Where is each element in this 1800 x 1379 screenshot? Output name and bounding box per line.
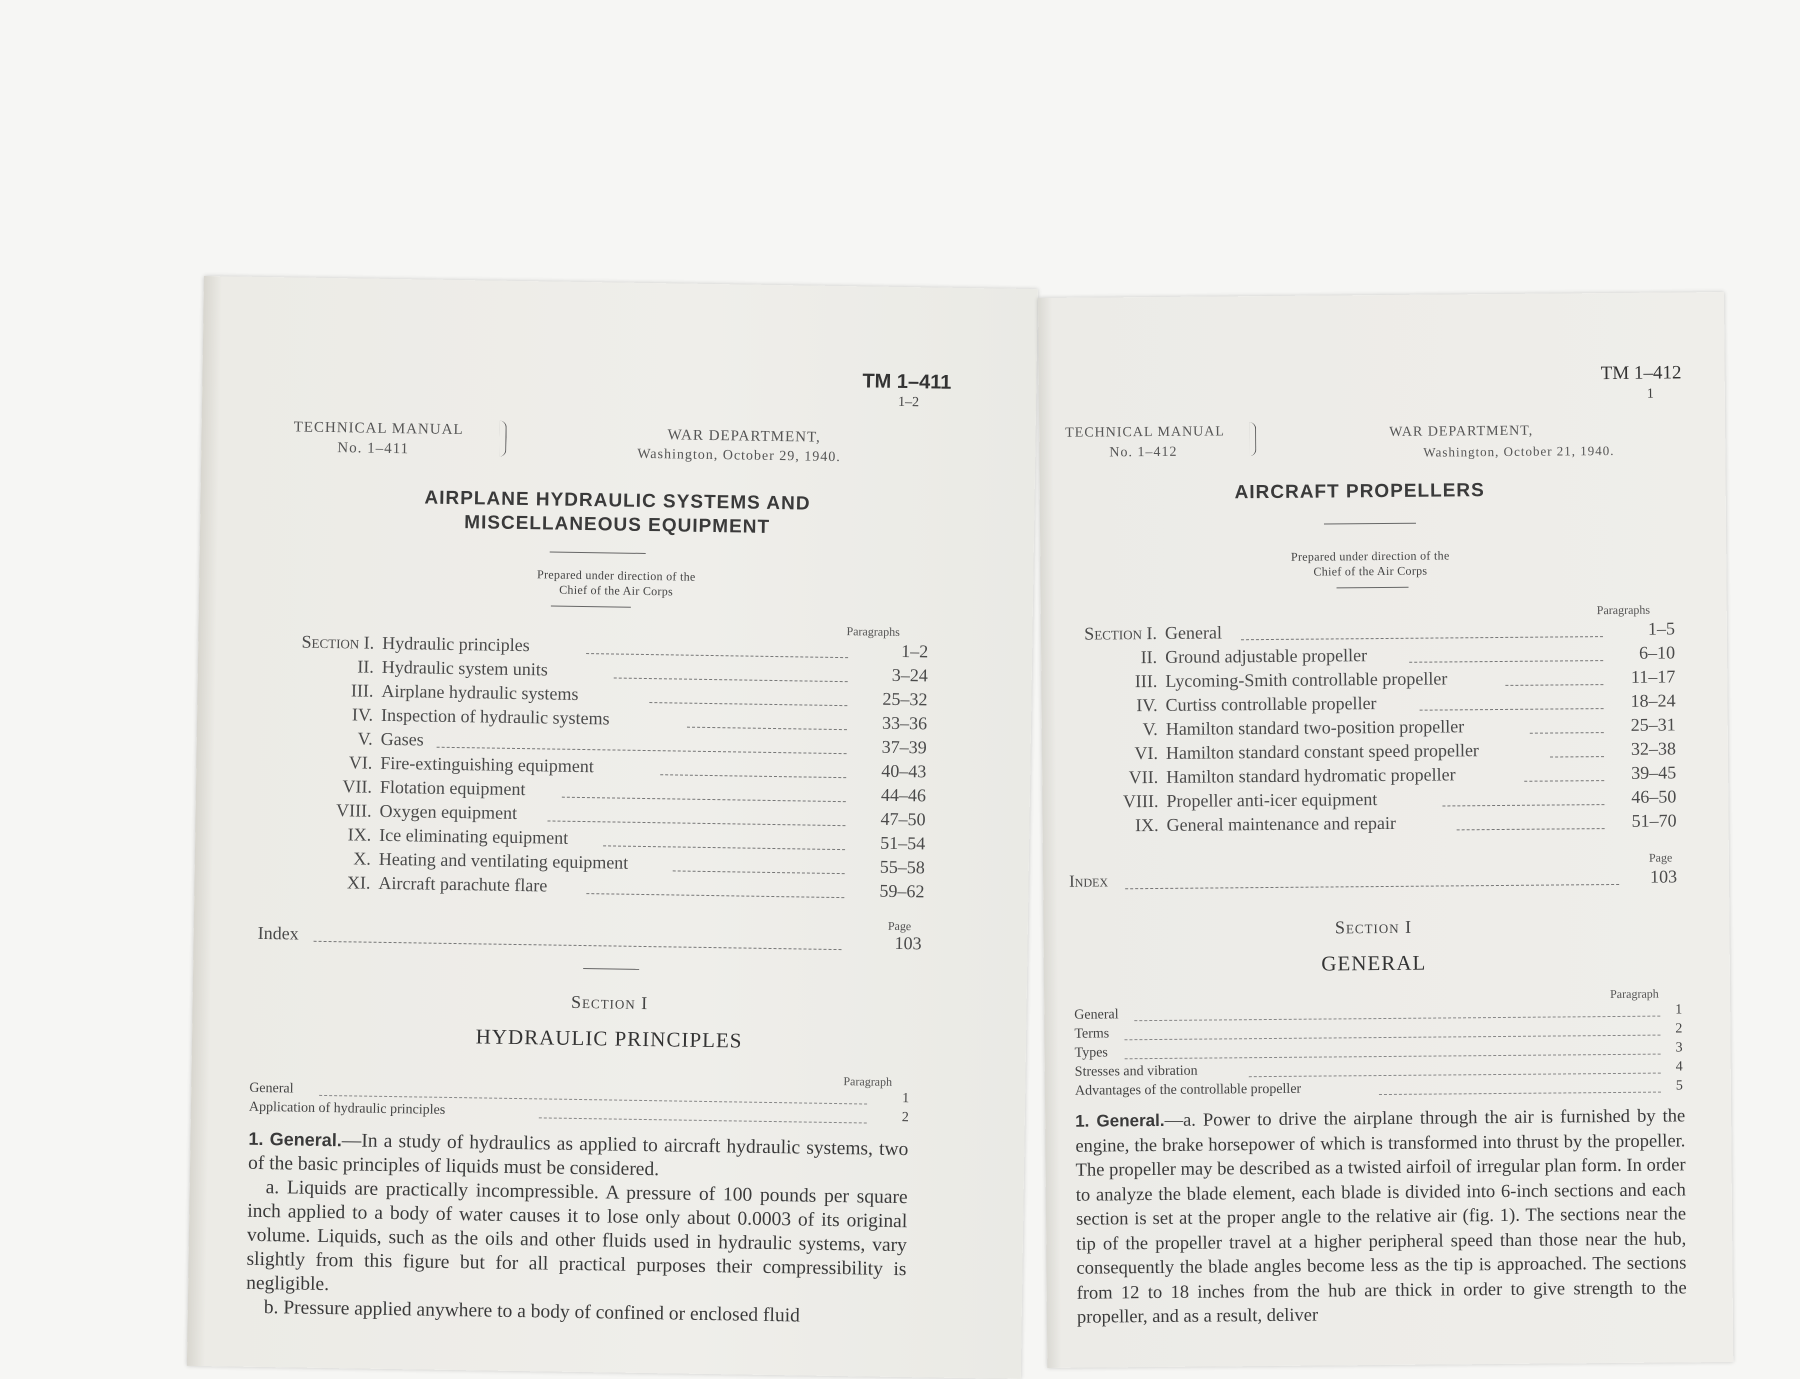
section-item-number: 1 [902, 1091, 910, 1107]
toc-range: 25–31 [1630, 714, 1676, 735]
section-title: HYDRAULIC PRINCIPLES [475, 1024, 743, 1053]
toc-label: Hamilton standard constant speed propeller [1165, 740, 1479, 763]
section-item-number: 2 [1675, 1021, 1683, 1037]
tm-page-number: 1–2 [897, 394, 920, 411]
brace [499, 421, 507, 457]
section-item [1075, 1078, 1683, 1102]
toc-range: 3–24 [891, 664, 928, 686]
toc-section-number: X. [353, 848, 372, 869]
section-item-number: 4 [1675, 1059, 1683, 1075]
toc-section-number: VII. [1128, 766, 1159, 788]
department: WAR DEPARTMENT, [667, 427, 821, 446]
toc-section-number: VI. [348, 752, 373, 773]
paragraph-a: a. Liquids are practically incompressible. A pressure of 100 pounds per square inch applied to a body of water causes it to lose only about 0.0003 of its original volume. Liquids, such as the oils and other fluids used in hydraulic systems, vary slightly from this figure but for all practical purposes their compressibility is negligible. [246, 1177, 908, 1296]
toc-section-number: III. [1134, 670, 1158, 692]
paragraph-label: Paragraph [843, 1074, 893, 1089]
toc-range: 1–5 [1647, 618, 1675, 639]
index-row [257, 923, 923, 957]
section-item-label: Terms [1074, 1026, 1110, 1042]
toc-range: 6–10 [1639, 642, 1676, 663]
section-item-number: 1 [1675, 1002, 1683, 1018]
toc-range: 44–46 [880, 784, 927, 806]
toc-label: Inspection of hydraulic systems [380, 704, 610, 729]
toc-row [1067, 810, 1677, 839]
toc-range: 1–2 [901, 640, 929, 662]
toc-range: 46–50 [1631, 786, 1677, 807]
section-contents [1074, 1002, 1683, 1102]
divider [583, 968, 639, 970]
toc-range: 59–62 [879, 880, 925, 902]
prepared-line-2: Chief of the Air Corps [1313, 563, 1428, 579]
toc-section-number: II. [1140, 646, 1158, 668]
divider [551, 605, 631, 607]
index-label: Index [1069, 871, 1109, 891]
toc-section-number: VII. [342, 776, 373, 797]
toc-section-number: VIII. [335, 800, 372, 821]
toc-label: Ground adjustable propeller [1165, 645, 1368, 667]
index-label: Index [257, 922, 299, 944]
place-date: Washington, October 29, 1940. [637, 446, 841, 466]
toc-section-number: IV. [1136, 694, 1158, 716]
toc-label: Hamilton standard two-position propeller [1165, 716, 1465, 739]
toc-label: Curtiss controllable propeller [1165, 693, 1377, 715]
toc-label: Heating and ventilating equipment [378, 848, 629, 873]
toc-label: Propeller anti-icer equipment [1166, 789, 1378, 811]
section-heading: Section I [1334, 916, 1413, 938]
section-item-number: 2 [901, 1110, 909, 1126]
toc-section-number: VI. [1134, 742, 1159, 764]
tm-page-number: 1 [1646, 386, 1654, 402]
brace [1249, 422, 1256, 456]
divider [550, 551, 646, 554]
manual-number: No. 1–411 [337, 440, 410, 458]
table-of-contents [264, 631, 928, 905]
prepared-line-1: Prepared under direction of the [536, 567, 696, 584]
toc-section-number: V. [1142, 718, 1158, 740]
section-item-label: General [1074, 1007, 1119, 1023]
body-text [246, 1127, 909, 1330]
section-heading: Section I [570, 991, 649, 1014]
divider [1324, 523, 1416, 525]
toc-range: 51–54 [880, 832, 926, 854]
toc-label: Gases [380, 728, 424, 750]
toc-section-number: XI. [346, 872, 371, 893]
page-label: Page [887, 918, 912, 934]
left-page [187, 276, 1038, 1379]
toc-range: 32–38 [1630, 738, 1677, 759]
tm-number: TM 1–412 [1600, 362, 1682, 385]
document-title-line-1: AIRPLANE HYDRAULIC SYSTEMS AND [424, 487, 811, 515]
toc-range: 51–70 [1631, 810, 1677, 831]
manual-number: No. 1–412 [1109, 444, 1178, 461]
toc-section-number: VIII. [1122, 790, 1159, 812]
section-item-number: 3 [1675, 1040, 1683, 1056]
toc-range: 55–58 [879, 856, 925, 878]
prepared-line-2: Chief of the Air Corps [559, 582, 674, 599]
section-item-label: General [249, 1080, 294, 1097]
toc-range: 40–43 [881, 760, 927, 782]
paragraph-lead: 1. General. [1075, 1110, 1165, 1131]
toc-section-number: IX. [1135, 814, 1159, 836]
toc-section-number: V. [357, 728, 373, 749]
tm-number: TM 1–411 [862, 370, 952, 394]
section-item-label: Types [1074, 1045, 1108, 1061]
index-row [1069, 866, 1677, 895]
document-title: AIRCRAFT PROPELLERS [1234, 480, 1485, 504]
page-label: Page [1648, 850, 1673, 865]
manual-label: TECHNICAL MANUAL [293, 419, 464, 439]
toc-label: Oxygen equipment [379, 800, 518, 823]
paragraph-text: —a. Power to drive the airplane through the air is furnished by the engine, the brake horsepower of which is transformed into thrust by the propeller. The propeller may be described as a twisted airfoil of irregular plan form. In order to analyze the blade element, each blade is divided into 6-inch sections and each section is set at the proper angle to the relative air (fig. 1). The sections near the tip of the propeller travel at a higher peripheral speed than those near the hub, consequently the blade angles become less as the tip is approached. The sections from 12 to 18 inches from the hub are thick in order to give strength to the propeller, and as a result, deliver [1075, 1106, 1687, 1328]
toc-range: 33–36 [881, 712, 928, 734]
toc-label: Flotation equipment [379, 776, 526, 800]
paragraph-lead: 1. General. [248, 1128, 342, 1151]
toc-label: Hydraulic principles [382, 632, 530, 656]
toc-section-number: II. [357, 656, 375, 677]
index-page: 103 [1649, 866, 1678, 887]
toc-label: Airplane hydraulic systems [381, 680, 579, 704]
body-text [1075, 1104, 1687, 1330]
divider [1337, 587, 1409, 589]
section-contents [249, 1081, 910, 1129]
toc-section-number: Section I. [1084, 622, 1158, 644]
toc-label: Aircraft parachute flare [378, 872, 548, 896]
section-item-number: 5 [1675, 1078, 1683, 1094]
toc-section-number: IX. [347, 824, 372, 845]
toc-label: General [1164, 622, 1222, 643]
index-page: 103 [894, 932, 922, 954]
section-title: GENERAL [1321, 950, 1427, 976]
toc-label: Hydraulic system units [381, 656, 549, 680]
toc-range: 39–45 [1631, 762, 1677, 783]
toc-label: Hamilton standard hydromatic propeller [1166, 764, 1456, 787]
table-of-contents [1065, 618, 1677, 839]
document-title-line-2: MISCELLANEOUS EQUIPMENT [464, 512, 771, 538]
paragraph-label: Paragraph [1610, 986, 1659, 1002]
toc-range: 25–32 [882, 688, 928, 710]
paragraph-text: —In a study of hydraulics as applied to aircraft hydraulic systems, two of the basic principles of liquids must be considered. [247, 1130, 909, 1181]
toc-label: Fire-extinguishing equipment [380, 752, 594, 777]
department: WAR DEPARTMENT, [1389, 423, 1534, 440]
section-item-label: Stresses and vibration [1074, 1063, 1198, 1080]
toc-label: Ice eliminating equipment [379, 824, 569, 848]
section-item-label: Application of hydraulic principles [248, 1099, 446, 1118]
section-item-label: Advantages of the controllable propeller [1074, 1081, 1302, 1099]
toc-range: 11–17 [1630, 666, 1676, 687]
toc-range: 37–39 [881, 736, 927, 758]
toc-section-number: Section I. [301, 631, 375, 653]
place-date: Washington, October 21, 1940. [1423, 442, 1615, 460]
right-page [1038, 292, 1733, 1368]
prepared-line-1: Prepared under direction of the [1290, 548, 1450, 564]
toc-label: General maintenance and repair [1166, 812, 1397, 835]
paragraphs-label: Paragraphs [1596, 602, 1651, 618]
toc-section-number: IV. [351, 704, 374, 725]
paragraph-b: b. Pressure applied anywhere to a body of confined or enclosed fluid [263, 1297, 800, 1327]
toc-section-number: III. [350, 680, 374, 701]
toc-range: 47–50 [880, 808, 926, 830]
toc-label: Lycoming-Smith controllable propeller [1165, 668, 1448, 691]
paragraphs-label: Paragraphs [846, 624, 900, 639]
toc-range: 18–24 [1630, 690, 1676, 711]
manual-label: TECHNICAL MANUAL [1065, 424, 1225, 441]
